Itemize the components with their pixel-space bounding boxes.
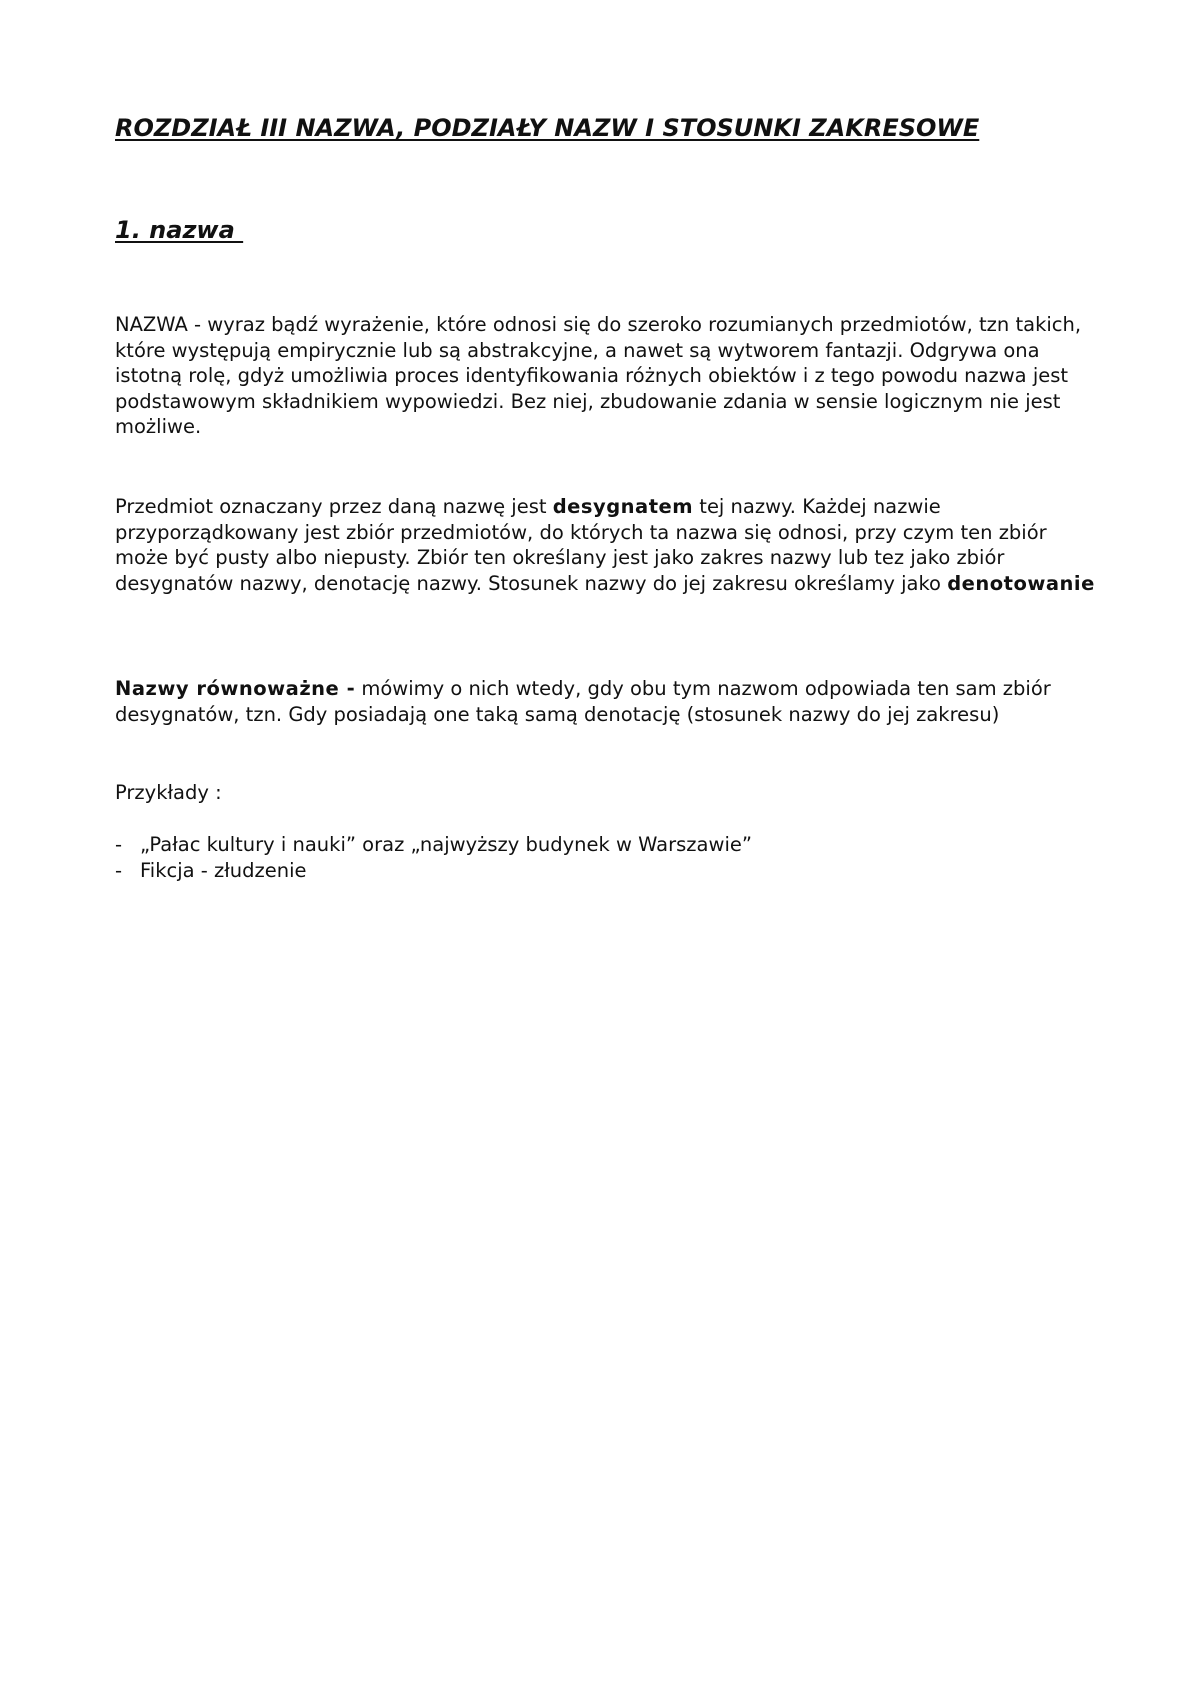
term-denotowanie: denotowanie (947, 571, 1095, 595)
term-nazwa: NAZWA (115, 313, 188, 336)
paragraph-text: mówimy o nich wtedy, gdy obu tym nazwom odpowiada ten sam zbiór desygnatów, tzn. Gdy posiadają one taką samą denotację (stosunek nazwy do jej zakresu) (115, 677, 1051, 726)
paragraph-nazwa-definition (115, 312, 1095, 440)
list-item (115, 858, 752, 884)
list-item (115, 832, 752, 858)
list-item-text: „Pałac kultury i nauki” oraz „najwyższy budynek w Warszawie” (140, 833, 752, 856)
paragraph-desygnat (115, 494, 1095, 596)
list-dash: - (115, 833, 123, 856)
list-item-text: Fikcja - złudzenie (140, 858, 307, 882)
term-desygnat: desygnatem (552, 495, 694, 518)
examples-list (115, 832, 752, 883)
list-dash: - (115, 858, 123, 882)
chapter-title: ROZDZIAŁ III NAZWA, PODZIAŁY NAZW I STOSUNKI ZAKRESOWE (115, 114, 980, 142)
paragraph-text: tej nazwy. Każdej nazwie przyporządkowany jest zbiór przedmiotów, do których ta nazwa się odnosi, przy czym ten zbiór może być pusty albo niepusty. Zbiór ten określany jest jako zakres nazwy lub tez jako zbiór desygnatów nazwy, denotację nazwy. Stosunek nazwy do jej zakresu określamy jako (115, 495, 1047, 595)
section-title: 1. nazwa (115, 216, 244, 244)
examples-label: Przykłady : (115, 781, 222, 804)
paragraph-text: - wyraz bądź wyrażenie, które odnosi się do szeroko rozumianych przedmiotów, tzn takich, które występują empirycznie lub są abstrakcyjne, a nawet są wytworem fantazji. Odgrywa ona istotną rolę, gdyż umożliwia proces identyfikowania różnych obiektów i z tego powodu nazwa jest podstawowym składnikiem wypowiedzi. Bez niej, zbudowanie zdania w sensie logicznym nie jest możliwe. (115, 313, 1082, 439)
paragraph-text: Przedmiot oznaczany przez daną nazwę jest (115, 495, 553, 518)
term-nazwy-rownowazne: Nazwy równoważne - (115, 677, 356, 700)
paragraph-nazwy-rownowazne (115, 676, 1095, 727)
